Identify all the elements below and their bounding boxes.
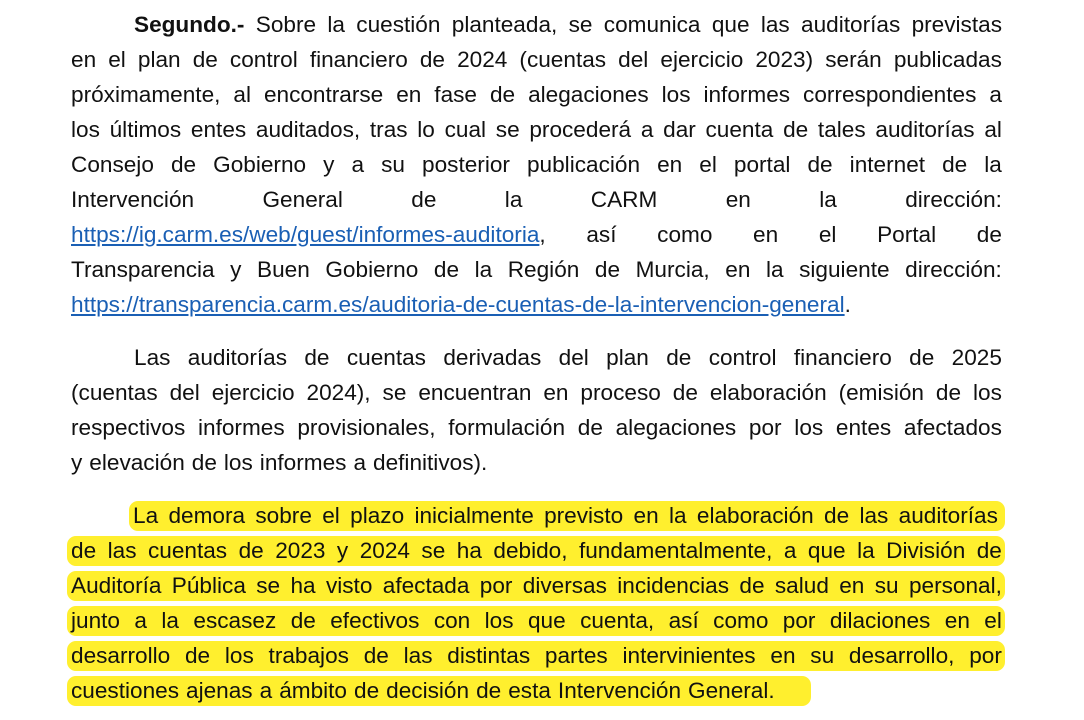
word: a [134, 608, 147, 633]
word: informes [703, 82, 791, 107]
informes-auditoria-link[interactable]: https://ig.carm.es/web/guest/informes-auditoria [71, 222, 540, 247]
word: de [354, 678, 380, 703]
word: (cuentas [71, 380, 158, 405]
word: afectada [382, 573, 470, 598]
word: Región [507, 257, 580, 282]
word: comunica [603, 12, 701, 37]
word: Pública [171, 573, 246, 598]
word: proceso [580, 380, 661, 405]
word: en [657, 152, 683, 177]
word: últimos [109, 117, 182, 142]
word: tras [369, 117, 408, 142]
word: las [107, 538, 137, 563]
word: 2024 [457, 47, 508, 72]
word: trabajos [268, 643, 349, 668]
word: en [396, 82, 422, 107]
word: ámbito [279, 678, 348, 703]
word: control [708, 345, 777, 370]
word: General [262, 187, 343, 212]
word: el [108, 47, 126, 72]
word: Gobierno [325, 257, 419, 282]
word: entes [190, 117, 247, 142]
word: junto [71, 608, 120, 633]
p2-line-2 [71, 376, 1002, 410]
word: la [327, 12, 345, 37]
word: cuestión [356, 12, 441, 37]
word: (cuentas [519, 47, 607, 72]
word: tales [817, 117, 866, 142]
p3-line-3 [67, 569, 1006, 603]
word: su [874, 573, 899, 598]
word: Consejo [71, 152, 154, 177]
word: a [640, 117, 654, 142]
word: en [633, 503, 659, 528]
word: formulación [448, 415, 566, 440]
word: (emisión [838, 380, 924, 405]
word: lo [417, 117, 435, 142]
word: Portal [877, 222, 937, 247]
word: y [336, 538, 349, 563]
word: visto [325, 573, 373, 598]
section-heading: Segundo.- [134, 12, 245, 37]
word: las [403, 643, 433, 668]
word: por [969, 643, 1002, 668]
word: diversas [522, 573, 607, 598]
p2-line-1 [134, 341, 1002, 375]
word: financiero [309, 47, 408, 72]
word: de [489, 82, 516, 107]
word: la [668, 503, 687, 528]
word: a [783, 538, 797, 563]
word: dar [663, 117, 696, 142]
word: los [794, 415, 824, 440]
word: inicialmente [414, 503, 534, 528]
word: Gobierno [213, 152, 307, 177]
word: en [753, 222, 779, 247]
word: auditorías [801, 12, 901, 37]
word: a [989, 82, 1002, 107]
word: Auditoría [71, 573, 162, 598]
word: la [984, 152, 1002, 177]
word: 2023 [275, 538, 326, 563]
word: División [886, 538, 966, 563]
word: de [935, 380, 962, 405]
word: ha [290, 573, 316, 598]
word: encontrarse [263, 82, 384, 107]
word: General. [688, 678, 775, 703]
word: auditorías [898, 503, 998, 528]
word: escasez [193, 608, 277, 633]
p1-line-5 [71, 148, 1002, 182]
word: de [170, 152, 197, 177]
word: cuenta [705, 117, 774, 142]
word: encuentran [418, 380, 532, 405]
word: sobre [255, 503, 312, 528]
word: de [363, 643, 389, 668]
word: y [71, 450, 83, 475]
word: como [713, 608, 769, 633]
p1-line-8 [71, 253, 1002, 287]
p1-line-6 [71, 183, 1002, 217]
word: en [839, 573, 865, 598]
word: plazo [350, 503, 405, 528]
word: dirección: [905, 187, 1002, 212]
word: de [909, 345, 935, 370]
word: efectivos [330, 608, 420, 633]
word: partes [544, 643, 608, 668]
word: fase [434, 82, 478, 107]
p2-line-4 [71, 446, 1002, 480]
word: por [782, 608, 816, 633]
word: como [657, 222, 713, 247]
word: auditorías [187, 345, 288, 370]
word: desarrollo, [848, 643, 955, 668]
word: Las [134, 345, 171, 370]
word: personal, [908, 573, 1002, 598]
word: definitivos). [373, 450, 488, 475]
word: previsto [544, 503, 624, 528]
word: 2025 [951, 345, 1002, 370]
word: la [819, 187, 837, 212]
word: el [699, 152, 717, 177]
word: los [484, 608, 514, 633]
word: de [577, 415, 603, 440]
word: y [323, 152, 335, 177]
word: cuestiones [71, 678, 180, 703]
word: en [944, 608, 970, 633]
word: decisión [386, 678, 470, 703]
p3-line-2 [67, 534, 1006, 568]
word: elaboración [709, 380, 827, 405]
word: respectivos [71, 415, 186, 440]
word: se [256, 573, 281, 598]
p1-line-3 [71, 78, 1002, 112]
word: así [668, 608, 699, 633]
word: de [433, 257, 460, 282]
word: de [411, 187, 437, 212]
word: de [476, 678, 502, 703]
word: de [976, 222, 1002, 247]
word: del [169, 380, 200, 405]
word: Transparencia [71, 257, 215, 282]
word: 2024), [306, 380, 371, 405]
word: cuentas [147, 538, 228, 563]
word: y [230, 257, 242, 282]
word: en [770, 643, 796, 668]
word: de [739, 573, 765, 598]
word: dirección: [905, 257, 1002, 282]
word: debido, [493, 538, 568, 563]
word: afectados [903, 415, 1002, 440]
word: desarrollo [71, 643, 171, 668]
p2-line-3 [71, 411, 1002, 445]
word: entes [835, 415, 892, 440]
word: control [229, 47, 298, 72]
word: de [191, 450, 217, 475]
word: que [711, 12, 750, 37]
word: intervinientes [622, 643, 756, 668]
word: ajenas [186, 678, 253, 703]
punctuation: , [539, 222, 546, 247]
word: el [984, 608, 1002, 633]
word: por [479, 573, 513, 598]
word: informes [259, 450, 347, 475]
word: la [857, 538, 875, 563]
word: Intervención [557, 678, 682, 703]
word: los [224, 643, 254, 668]
word: procederá [529, 117, 632, 142]
word: financiero [793, 345, 892, 370]
word: en [543, 380, 569, 405]
word: de [192, 47, 218, 72]
word: ha [456, 538, 482, 563]
word: se [382, 380, 407, 405]
word: a [259, 678, 273, 703]
word: de [419, 47, 445, 72]
word: Intervención [71, 187, 195, 212]
word: dilaciones [829, 608, 931, 633]
word: la [504, 187, 523, 212]
word: salud [774, 573, 829, 598]
word: en [725, 257, 751, 282]
word: provisionales, [297, 415, 436, 440]
word: el [322, 503, 340, 528]
word: de [783, 117, 809, 142]
word: la [765, 257, 784, 282]
word: posterior [422, 152, 510, 177]
word: serán [825, 47, 882, 72]
word: 2024 [359, 538, 410, 563]
word: de [942, 152, 968, 177]
word: alegaciones [615, 415, 737, 440]
word: previstas [911, 12, 1002, 37]
word: elevación [89, 450, 185, 475]
p3-line-1 [129, 499, 1002, 533]
word: el [818, 222, 837, 247]
word: los [71, 117, 100, 142]
word: 2023) [755, 47, 814, 72]
word: del [618, 47, 649, 72]
word: su [810, 643, 835, 668]
word: Sobre [255, 12, 317, 37]
word: ejercicio [660, 47, 744, 72]
word: La [133, 503, 159, 528]
word: planteada, [451, 12, 558, 37]
word: de [824, 503, 850, 528]
word: de [666, 345, 692, 370]
punctuation: . [844, 292, 851, 317]
word: distintas [447, 643, 531, 668]
word: en [71, 47, 97, 72]
word: por [748, 415, 782, 440]
word: plan [137, 47, 181, 72]
word: cuentas [346, 345, 426, 370]
word: los [661, 82, 691, 107]
word: próximamente, [71, 82, 221, 107]
word: siguiente [799, 257, 890, 282]
p1-line-2 [71, 43, 1002, 77]
transparencia-link[interactable]: https://transparencia.carm.es/auditoria-de-cuentas-de-la-intervencion-general [71, 292, 845, 317]
word: de [672, 380, 698, 405]
word: las [859, 503, 889, 528]
p1-line-9 [71, 288, 1002, 322]
word: así [586, 222, 617, 247]
word: Buen [257, 257, 310, 282]
word: a [353, 450, 367, 475]
word: las [760, 12, 790, 37]
word: correspondientes [803, 82, 977, 107]
word: elaboración [696, 503, 814, 528]
word: del [558, 345, 589, 370]
p3-line-6 [67, 674, 1006, 708]
p1-line-7 [71, 218, 1002, 252]
p3-line-5 [67, 639, 1006, 673]
word: internet [849, 152, 926, 177]
word: auditados, [255, 117, 361, 142]
word: de [184, 643, 211, 668]
word: su [381, 152, 405, 177]
word: de [976, 538, 1002, 563]
word: se [495, 117, 520, 142]
word: se [568, 12, 593, 37]
word: Murcia, [635, 257, 710, 282]
word: al [233, 82, 251, 107]
word: la [161, 608, 179, 633]
p3-line-4 [67, 604, 1006, 638]
word: al [984, 117, 1002, 142]
word: portal [733, 152, 791, 177]
word: incidencias [617, 573, 730, 598]
word: de [238, 538, 264, 563]
word: esta [508, 678, 551, 703]
word: publicación [526, 152, 641, 177]
word: la [474, 257, 493, 282]
word: CARM [590, 187, 658, 212]
word: en [725, 187, 751, 212]
word: auditorías [875, 117, 975, 142]
word: derivadas [443, 345, 542, 370]
word: fundamentalmente, [578, 538, 773, 563]
word: de [290, 608, 316, 633]
word: ejercicio [211, 380, 295, 405]
word: informes [198, 415, 285, 440]
word: se [421, 538, 446, 563]
word: plan [606, 345, 649, 370]
word: de [304, 345, 330, 370]
word: que [807, 538, 846, 563]
word: a [351, 152, 365, 177]
word: los [973, 380, 1002, 405]
p1-line-4 [71, 113, 1002, 147]
word: de [807, 152, 833, 177]
word: con [433, 608, 471, 633]
word: publicadas [893, 47, 1002, 72]
word: demora [168, 503, 246, 528]
word: los [223, 450, 253, 475]
word: cuenta, [580, 608, 655, 633]
word: alegaciones [528, 82, 649, 107]
word: que [527, 608, 566, 633]
word: de [594, 257, 621, 282]
word: cual [444, 117, 487, 142]
p1-line-1 [134, 8, 1002, 42]
word: de [71, 538, 97, 563]
